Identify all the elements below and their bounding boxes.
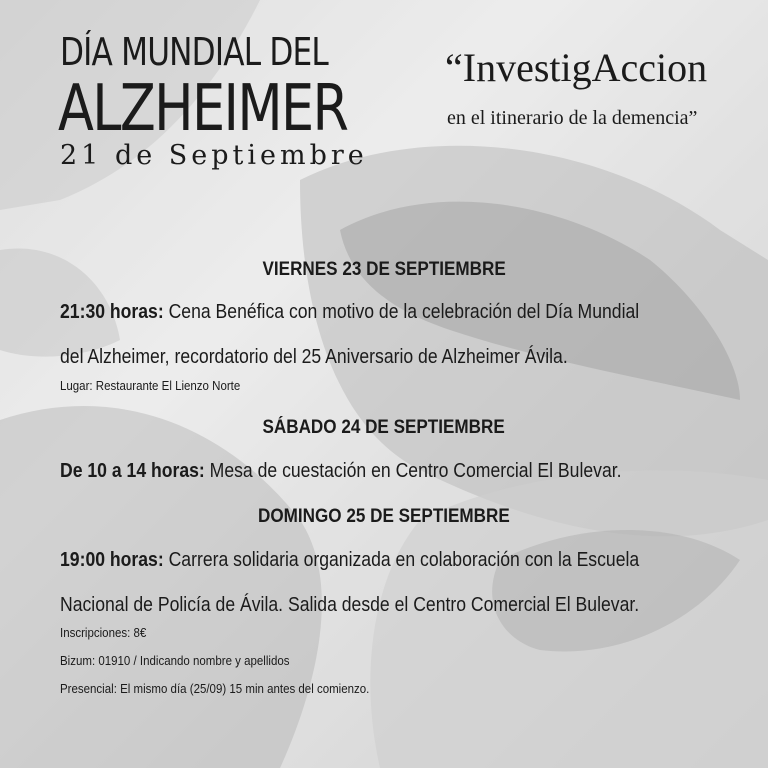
event-saturday-line1 — [60, 460, 622, 483]
event-sunday-in-person: Presencial: El mismo día (25/09) 15 min antes del comienzo. — [60, 682, 370, 696]
event-friday-line1 — [60, 301, 639, 324]
title-line-1: DÍA MUNDIAL DEL — [60, 30, 328, 74]
event-sunday-bizum: Bizum: 01910 / Indicando nombre y apellidos — [60, 654, 290, 668]
event-friday-line2: del Alzheimer, recordatorio del 25 Aniversario de Alzheimer Ávila. — [60, 346, 568, 368]
title-line-2: ALZHEIMER — [58, 72, 348, 146]
event-sunday-time: 19:00 horas: — [60, 549, 164, 571]
event-sunday-registration: Inscripciones: 8€ — [60, 626, 147, 640]
event-saturday-text: Mesa de cuestación en Centro Comercial El Bulevar. — [204, 460, 622, 482]
event-friday-venue: Lugar: Restaurante El Lienzo Norte — [60, 379, 241, 393]
day-heading-saturday: SÁBADO 24 DE SEPTIEMBRE — [262, 417, 506, 438]
event-saturday-time: De 10 a 14 horas: — [60, 460, 205, 482]
event-sunday-line2: Nacional de Policía de Ávila. Salida desde el Centro Comercial El Bulevar. — [60, 594, 640, 616]
day-heading-sunday: DOMINGO 25 DE SEPTIEMBRE — [258, 506, 510, 527]
slogan: “InvestigAccion — [445, 45, 708, 90]
day-heading-friday: VIERNES 23 DE SEPTIEMBRE — [262, 259, 506, 280]
event-sunday-line1 — [60, 549, 639, 572]
event-friday-text: Cena Benéfica con motivo de la celebración del Día Mundial — [163, 301, 640, 323]
event-friday-time: 21:30 horas: — [60, 301, 164, 323]
event-sunday-text: Carrera solidaria organizada en colaboración con la Escuela — [163, 549, 640, 571]
title-date: 21 de Septiembre — [60, 140, 368, 171]
slogan-subtitle: en el itinerario de la demencia” — [447, 107, 698, 129]
